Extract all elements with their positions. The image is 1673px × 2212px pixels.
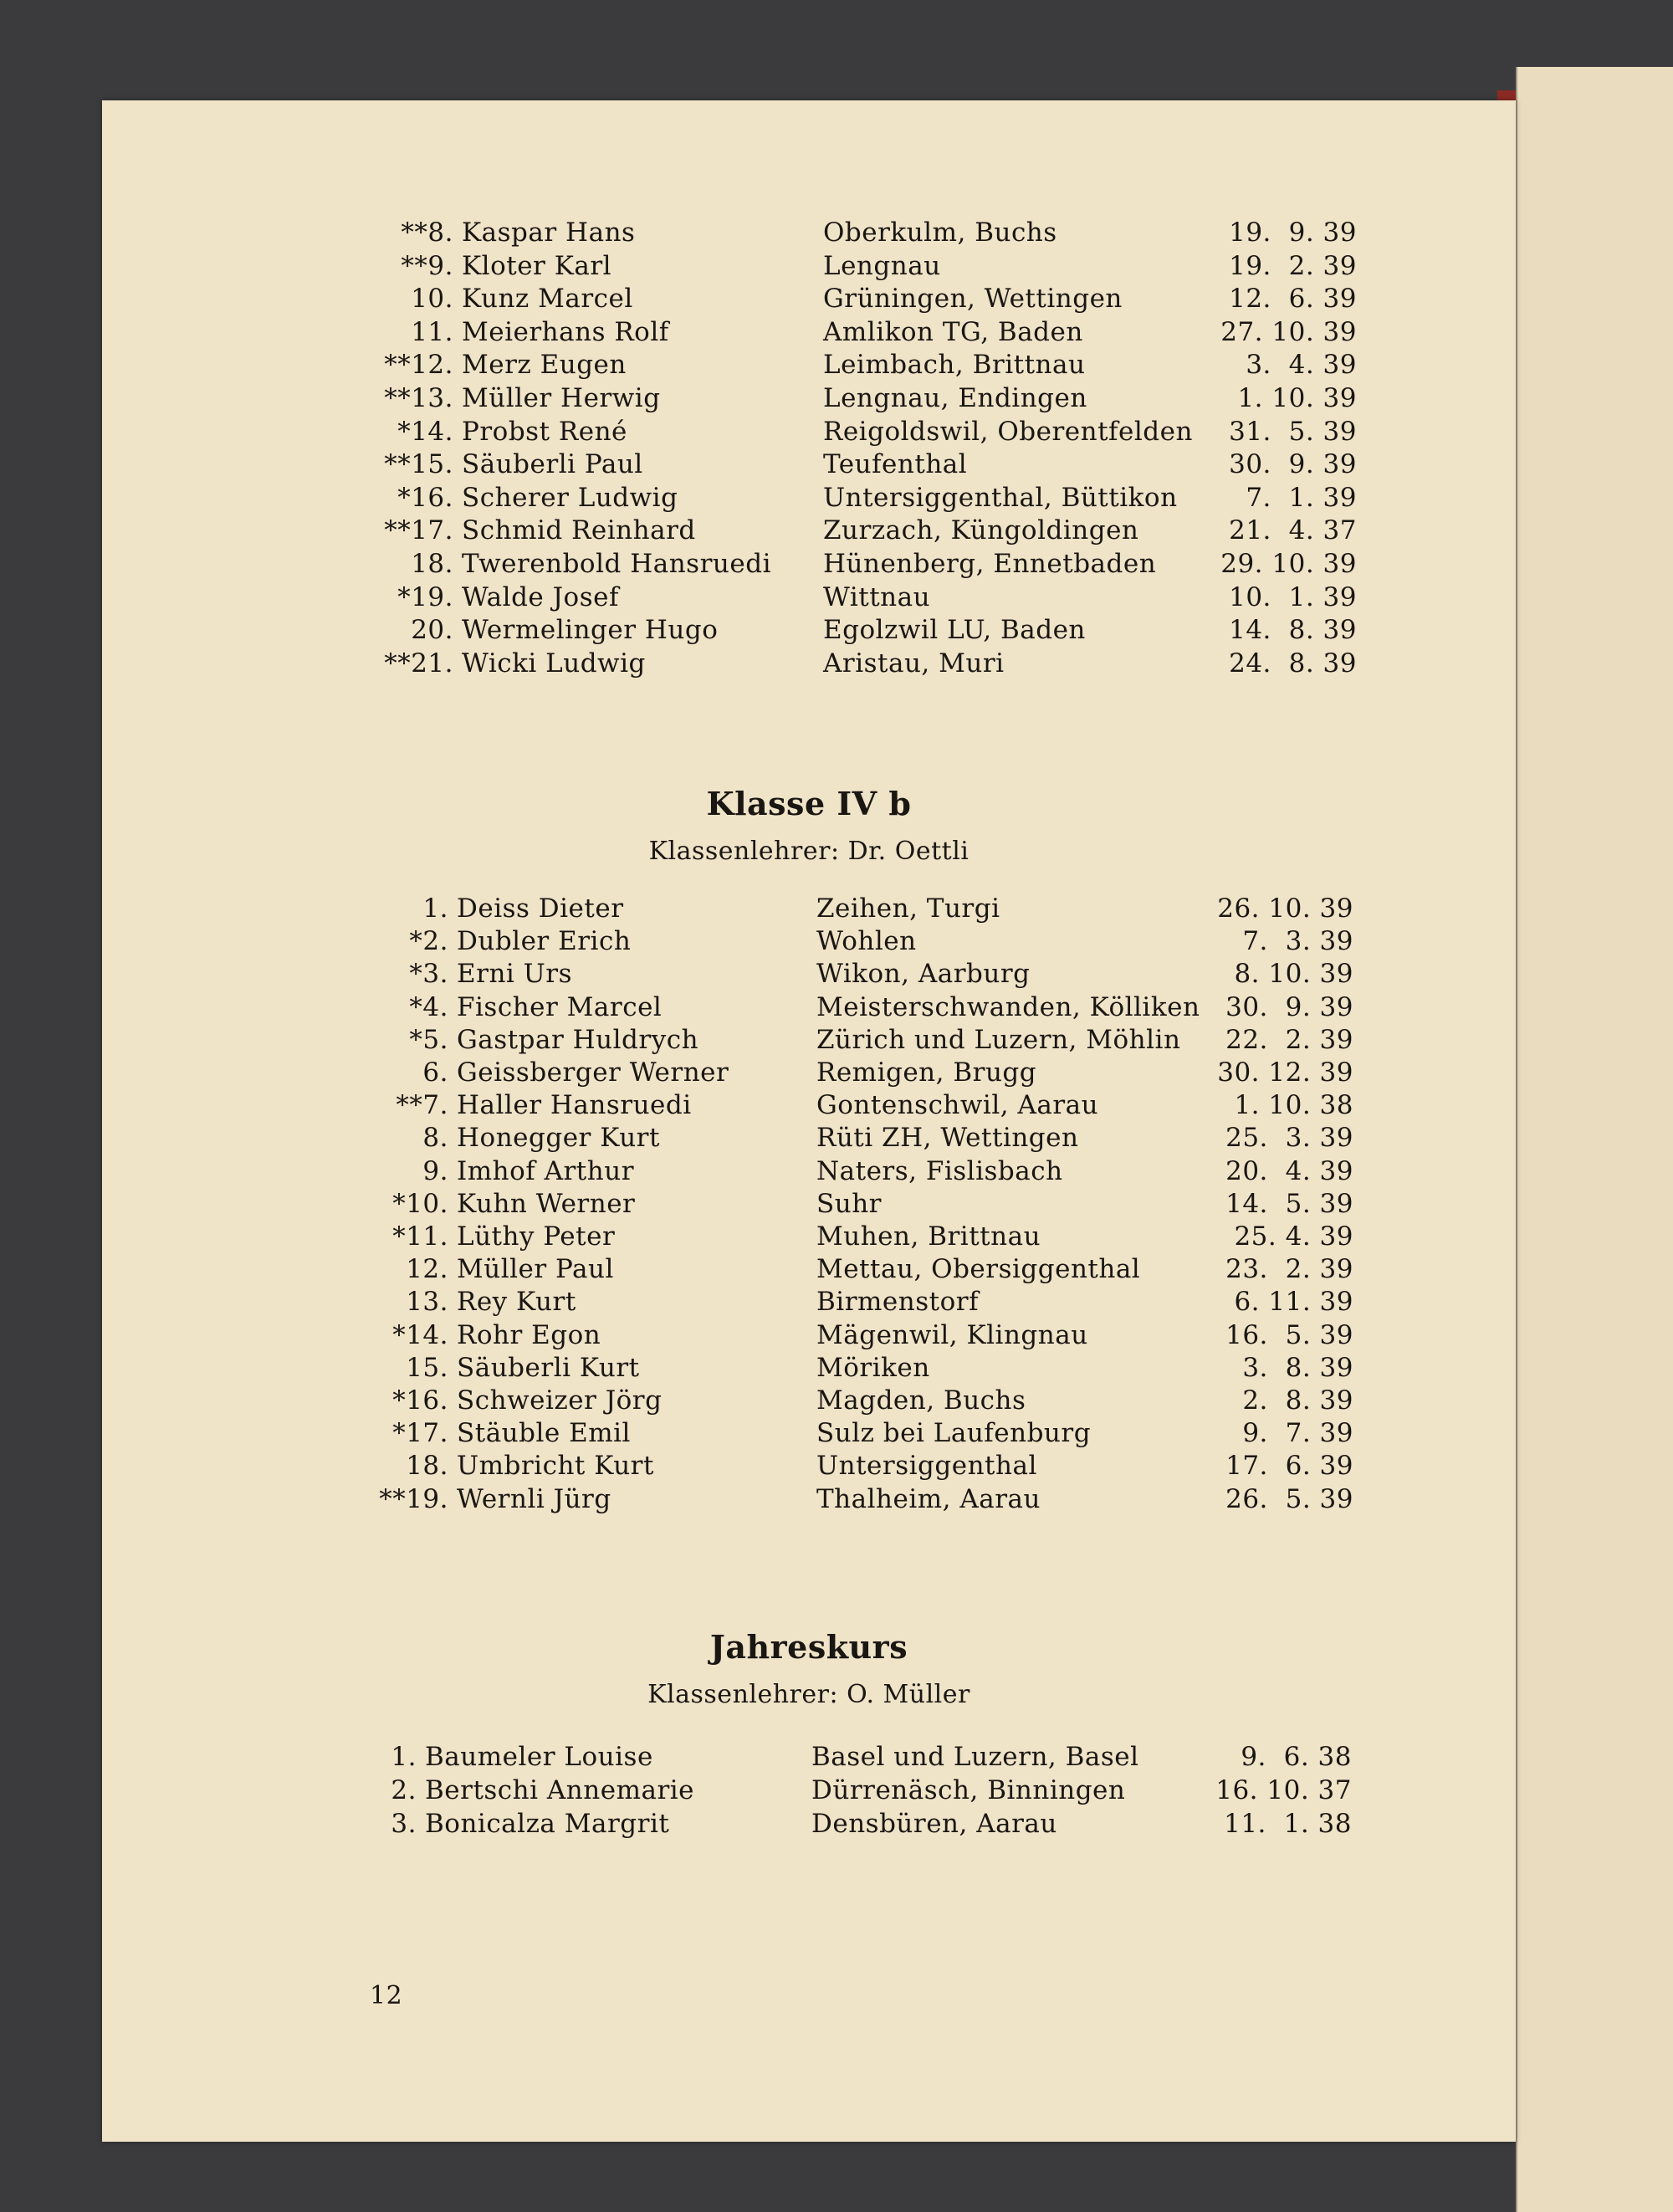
birth-date: 31. 5. 39 bbox=[1229, 416, 1357, 447]
table-row bbox=[102, 1189, 1516, 1222]
row-index: 18. bbox=[411, 549, 453, 579]
row-number bbox=[391, 1775, 417, 1805]
student-name: Baumeler Louise bbox=[425, 1742, 653, 1772]
student-name: Walde Josef bbox=[462, 581, 619, 612]
student-name: Bertschi Annemarie bbox=[425, 1775, 695, 1805]
row-index: 11. bbox=[406, 1221, 448, 1252]
student-name: Imhof Arthur bbox=[457, 1155, 635, 1186]
row-number bbox=[422, 894, 448, 924]
row-index: 1. bbox=[391, 1742, 417, 1772]
birth-date: 8. 10. 39 bbox=[1234, 959, 1353, 990]
hometown: Grüningen, Wettingen bbox=[823, 284, 1123, 315]
birth-date: 7. 3. 39 bbox=[1242, 926, 1353, 957]
student-name: Merz Eugen bbox=[462, 350, 627, 381]
row-number bbox=[396, 1090, 448, 1120]
birth-date: 6. 11. 39 bbox=[1234, 1287, 1353, 1318]
student-name: Wicki Ludwig bbox=[462, 648, 646, 678]
student-name: Kaspar Hans bbox=[462, 218, 636, 248]
student-name: Twerenbold Hansruedi bbox=[462, 549, 771, 579]
student-name: Wermelinger Hugo bbox=[462, 615, 719, 646]
student-name: Stäuble Emil bbox=[457, 1418, 631, 1449]
row-index: 4. bbox=[422, 991, 448, 1022]
row-index: 19. bbox=[411, 581, 453, 612]
hometown: Möriken bbox=[816, 1352, 930, 1383]
row-mark: * bbox=[397, 416, 412, 447]
row-number bbox=[406, 1451, 448, 1481]
hometown: Basel und Luzern, Basel bbox=[811, 1742, 1139, 1772]
student-name: Erni Urs bbox=[457, 959, 573, 990]
birth-date: 1. 10. 38 bbox=[1234, 1090, 1353, 1121]
row-number bbox=[406, 1254, 448, 1284]
hometown: Leimbach, Brittnau bbox=[823, 350, 1086, 381]
row-mark: * bbox=[397, 482, 412, 513]
page-number: 12 bbox=[370, 1981, 403, 2010]
table-row bbox=[102, 483, 1516, 516]
table-row bbox=[102, 894, 1516, 927]
hometown: Meisterschwanden, Kölliken bbox=[816, 991, 1200, 1022]
row-index: 13. bbox=[406, 1287, 448, 1318]
table-row bbox=[102, 1287, 1516, 1320]
table-row bbox=[102, 515, 1516, 549]
row-index: 16. bbox=[411, 482, 453, 513]
row-number bbox=[411, 317, 453, 347]
row-mark: ** bbox=[396, 1090, 423, 1121]
row-number bbox=[406, 1353, 448, 1383]
table-row bbox=[102, 1418, 1516, 1452]
hometown: Wikon, Aarburg bbox=[816, 959, 1031, 990]
row-index: 19. bbox=[406, 1483, 448, 1514]
student-name: Meierhans Rolf bbox=[462, 316, 669, 347]
row-number bbox=[411, 549, 453, 579]
table-row bbox=[102, 417, 1516, 450]
table-row bbox=[102, 1221, 1516, 1255]
hometown: Reigoldswil, Oberentfelden bbox=[823, 416, 1193, 447]
row-index: 9. bbox=[422, 1155, 448, 1186]
row-index: 6. bbox=[422, 1057, 448, 1088]
row-mark: * bbox=[392, 1418, 407, 1449]
birth-date: 24. 8. 39 bbox=[1229, 648, 1357, 678]
row-number bbox=[397, 582, 453, 612]
row-number bbox=[392, 1189, 448, 1219]
birth-date: 25. 3. 39 bbox=[1225, 1123, 1353, 1154]
table-row bbox=[102, 1057, 1516, 1091]
student-name: Geissberger Werner bbox=[457, 1057, 729, 1088]
table-row bbox=[102, 1451, 1516, 1484]
row-index: 15. bbox=[411, 449, 453, 480]
student-name: Müller Herwig bbox=[462, 383, 661, 413]
table-row bbox=[102, 992, 1516, 1026]
section-teacher: Klassenlehrer: O. Müller bbox=[647, 1680, 970, 1709]
student-name: Kuhn Werner bbox=[457, 1188, 636, 1219]
table-row bbox=[102, 1156, 1516, 1190]
birth-date: 29. 10. 39 bbox=[1220, 549, 1357, 579]
row-mark: ** bbox=[379, 1483, 407, 1514]
birth-date: 14. 8. 39 bbox=[1229, 615, 1357, 646]
row-mark: * bbox=[392, 1319, 407, 1350]
birth-date: 27. 10. 39 bbox=[1220, 316, 1357, 347]
hometown: Densbüren, Aarau bbox=[811, 1809, 1057, 1839]
row-index: 3. bbox=[422, 959, 448, 990]
hometown: Amlikon TG, Baden bbox=[823, 316, 1083, 347]
next-page-edge bbox=[1516, 67, 1673, 2212]
row-mark: * bbox=[392, 1221, 407, 1252]
row-index: 11. bbox=[411, 316, 453, 347]
student-name: Schweizer Jörg bbox=[457, 1385, 663, 1416]
row-number bbox=[392, 1418, 448, 1448]
hometown: Egolzwil LU, Baden bbox=[823, 615, 1086, 646]
birth-date: 30. 9. 39 bbox=[1229, 449, 1357, 480]
row-number bbox=[409, 1025, 448, 1055]
birth-date: 9. 7. 39 bbox=[1242, 1418, 1353, 1449]
row-index: 10. bbox=[411, 284, 453, 315]
hometown: Rüti ZH, Wettingen bbox=[816, 1123, 1079, 1154]
row-number bbox=[422, 1156, 448, 1186]
row-number bbox=[411, 615, 453, 645]
birth-date: 14. 5. 39 bbox=[1225, 1188, 1353, 1219]
hometown: Mägenwil, Klingnau bbox=[816, 1319, 1088, 1350]
hometown: Gontenschwil, Aarau bbox=[816, 1090, 1099, 1121]
row-mark: ** bbox=[384, 449, 412, 480]
row-number bbox=[409, 926, 448, 956]
table-row bbox=[102, 1025, 1516, 1058]
hometown: Zeihen, Turgi bbox=[816, 894, 1000, 924]
table-row bbox=[102, 1254, 1516, 1288]
hometown: Sulz bei Laufenburg bbox=[816, 1418, 1092, 1449]
row-index: 10. bbox=[406, 1188, 448, 1219]
table-row bbox=[102, 317, 1516, 351]
row-index: 3. bbox=[391, 1809, 417, 1839]
hometown: Remigen, Brugg bbox=[816, 1057, 1037, 1088]
row-mark: ** bbox=[384, 350, 412, 381]
birth-date: 30. 9. 39 bbox=[1225, 991, 1353, 1022]
birth-date: 12. 6. 39 bbox=[1229, 284, 1357, 315]
row-mark: ** bbox=[384, 648, 412, 678]
row-number bbox=[401, 251, 453, 281]
birth-date: 19. 2. 39 bbox=[1229, 250, 1357, 281]
hometown: Untersiggenthal bbox=[816, 1451, 1037, 1482]
row-number bbox=[384, 383, 453, 413]
row-index: 8. bbox=[422, 1123, 448, 1154]
student-name: Deiss Dieter bbox=[457, 894, 624, 924]
table-row bbox=[102, 582, 1516, 616]
table-row bbox=[102, 383, 1516, 417]
student-name: Fischer Marcel bbox=[457, 991, 663, 1022]
row-index: 9. bbox=[427, 250, 453, 281]
student-name: Rohr Egon bbox=[457, 1319, 601, 1350]
table-row bbox=[102, 1320, 1516, 1354]
student-name: Haller Hansruedi bbox=[457, 1090, 692, 1121]
birth-date: 19. 9. 39 bbox=[1229, 218, 1357, 248]
row-number bbox=[422, 1123, 448, 1153]
birth-date: 16. 10. 37 bbox=[1215, 1775, 1352, 1805]
row-mark: * bbox=[392, 1188, 407, 1219]
table-row bbox=[102, 251, 1516, 284]
hometown: Birmenstorf bbox=[816, 1287, 980, 1318]
table-row bbox=[102, 959, 1516, 992]
hometown: Magden, Buchs bbox=[816, 1385, 1026, 1416]
row-index: 18. bbox=[406, 1451, 448, 1482]
birth-date: 10. 1. 39 bbox=[1229, 581, 1357, 612]
row-index: 16. bbox=[406, 1385, 448, 1416]
row-index: 13. bbox=[411, 383, 453, 413]
student-name: Schmid Reinhard bbox=[462, 515, 696, 546]
student-name: Probst René bbox=[462, 416, 627, 447]
row-index: 14. bbox=[406, 1319, 448, 1350]
section-heading: Klasse IV b bbox=[706, 785, 912, 822]
table-row bbox=[102, 615, 1516, 648]
student-name: Dubler Erich bbox=[457, 926, 632, 957]
row-mark: * bbox=[409, 1024, 423, 1055]
hometown: Thalheim, Aarau bbox=[816, 1483, 1041, 1514]
birth-date: 26. 5. 39 bbox=[1225, 1483, 1353, 1514]
table-row bbox=[102, 284, 1516, 317]
row-number bbox=[409, 992, 448, 1022]
section-teacher: Klassenlehrer: Dr. Oettli bbox=[648, 837, 970, 866]
table-row bbox=[102, 1775, 1516, 1809]
row-number bbox=[422, 1057, 448, 1088]
row-index: 7. bbox=[422, 1090, 448, 1121]
document-page bbox=[102, 100, 1516, 2142]
row-mark: ** bbox=[384, 383, 412, 413]
table-row bbox=[102, 1742, 1516, 1775]
row-number bbox=[409, 959, 448, 989]
table-row bbox=[102, 350, 1516, 383]
student-name: Umbricht Kurt bbox=[457, 1451, 654, 1482]
student-name: Lüthy Peter bbox=[457, 1221, 616, 1252]
birth-date: 2. 8. 39 bbox=[1242, 1385, 1353, 1416]
hometown: Lengnau bbox=[823, 250, 941, 281]
student-name: Honegger Kurt bbox=[457, 1123, 660, 1154]
student-name: Säuberli Paul bbox=[462, 449, 643, 480]
row-index: 2. bbox=[391, 1775, 417, 1805]
row-mark: * bbox=[409, 926, 423, 957]
row-index: 20. bbox=[411, 615, 453, 646]
row-mark: * bbox=[392, 1385, 407, 1416]
row-number bbox=[391, 1742, 417, 1772]
row-number bbox=[401, 218, 453, 248]
student-name: Scherer Ludwig bbox=[462, 482, 678, 513]
hometown: Naters, Fislisbach bbox=[816, 1155, 1063, 1186]
birth-date: 20. 4. 39 bbox=[1225, 1155, 1353, 1186]
birth-date: 23. 2. 39 bbox=[1225, 1254, 1353, 1285]
row-index: 17. bbox=[406, 1418, 448, 1449]
birth-date: 26. 10. 39 bbox=[1217, 894, 1353, 924]
row-number bbox=[392, 1385, 448, 1416]
birth-date: 17. 6. 39 bbox=[1225, 1451, 1353, 1482]
birth-date: 11. 1. 38 bbox=[1224, 1809, 1352, 1839]
row-number bbox=[384, 350, 453, 380]
hometown: Zürich und Luzern, Möhlin bbox=[816, 1024, 1181, 1055]
student-name: Säuberli Kurt bbox=[457, 1352, 640, 1383]
student-name: Wernli Jürg bbox=[457, 1483, 611, 1514]
table-row bbox=[102, 926, 1516, 960]
row-number bbox=[384, 449, 453, 479]
row-index: 12. bbox=[406, 1254, 448, 1285]
birth-date: 3. 4. 39 bbox=[1246, 350, 1357, 381]
row-number bbox=[392, 1320, 448, 1350]
hometown: Hünenberg, Ennetbaden bbox=[823, 549, 1157, 579]
table-row bbox=[102, 1090, 1516, 1124]
table-row bbox=[102, 218, 1516, 251]
hometown: Mettau, Obersiggenthal bbox=[816, 1254, 1141, 1285]
row-index: 8. bbox=[427, 218, 453, 248]
row-index: 12. bbox=[411, 350, 453, 381]
row-number bbox=[406, 1287, 448, 1317]
row-index: 15. bbox=[406, 1352, 448, 1383]
table-row bbox=[102, 449, 1516, 483]
student-name: Gastpar Huldrych bbox=[457, 1024, 699, 1055]
row-mark: ** bbox=[401, 250, 428, 281]
table-row bbox=[102, 1809, 1516, 1842]
row-index: 14. bbox=[411, 416, 453, 447]
row-number bbox=[391, 1809, 417, 1839]
birth-date: 22. 2. 39 bbox=[1225, 1024, 1353, 1055]
student-name: Rey Kurt bbox=[457, 1287, 576, 1318]
birth-date: 30. 12. 39 bbox=[1217, 1057, 1353, 1088]
row-mark: * bbox=[409, 959, 423, 990]
table-row bbox=[102, 1385, 1516, 1419]
birth-date: 7. 1. 39 bbox=[1246, 482, 1357, 513]
table-row bbox=[102, 648, 1516, 682]
hometown: Suhr bbox=[816, 1188, 882, 1219]
birth-date: 21. 4. 37 bbox=[1229, 515, 1357, 546]
row-mark: ** bbox=[384, 515, 412, 546]
birth-date: 9. 6. 38 bbox=[1241, 1742, 1352, 1772]
table-row bbox=[102, 1353, 1516, 1386]
row-number bbox=[384, 515, 453, 545]
student-name: Müller Paul bbox=[457, 1254, 614, 1285]
hometown: Dürrenäsch, Binningen bbox=[811, 1775, 1126, 1805]
hometown: Oberkulm, Buchs bbox=[823, 218, 1057, 248]
table-row bbox=[102, 549, 1516, 582]
row-index: 5. bbox=[422, 1024, 448, 1055]
row-mark: * bbox=[397, 581, 412, 612]
hometown: Wohlen bbox=[816, 926, 917, 957]
birth-date: 25. 4. 39 bbox=[1234, 1221, 1353, 1252]
hometown: Wittnau bbox=[823, 581, 931, 612]
section-heading: Jahreskurs bbox=[709, 1628, 908, 1666]
row-index: 17. bbox=[411, 515, 453, 546]
birth-date: 16. 5. 39 bbox=[1225, 1319, 1353, 1350]
table-row bbox=[102, 1484, 1516, 1518]
row-mark: * bbox=[409, 991, 423, 1022]
table-row bbox=[102, 1123, 1516, 1156]
hometown: Aristau, Muri bbox=[823, 648, 1005, 678]
hometown: Muhen, Brittnau bbox=[816, 1221, 1041, 1252]
row-number bbox=[384, 648, 453, 678]
birth-date: 1. 10. 39 bbox=[1237, 383, 1357, 413]
row-mark: ** bbox=[401, 218, 428, 248]
student-name: Kunz Marcel bbox=[462, 284, 633, 315]
row-index: 2. bbox=[422, 926, 448, 957]
row-number bbox=[411, 284, 453, 314]
hometown: Zurzach, Küngoldingen bbox=[823, 515, 1139, 546]
student-name: Bonicalza Margrit bbox=[425, 1809, 670, 1839]
row-index: 21. bbox=[411, 648, 453, 678]
row-number bbox=[379, 1484, 448, 1514]
hometown: Teufenthal bbox=[823, 449, 968, 480]
hometown: Lengnau, Endingen bbox=[823, 383, 1087, 413]
birth-date: 3. 8. 39 bbox=[1242, 1352, 1353, 1383]
row-number bbox=[397, 417, 453, 447]
row-index: 1. bbox=[422, 894, 448, 924]
row-number bbox=[392, 1221, 448, 1252]
hometown: Untersiggenthal, Büttikon bbox=[823, 482, 1178, 513]
row-number bbox=[397, 483, 453, 513]
student-name: Kloter Karl bbox=[462, 250, 612, 281]
